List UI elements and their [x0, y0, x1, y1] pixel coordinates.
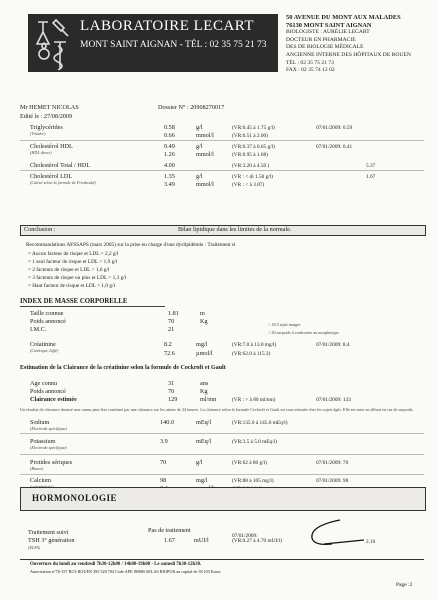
- hormono-title: HORMONOLOGIE: [32, 493, 118, 503]
- result-unit: µmol/l: [196, 350, 213, 357]
- imc-label: I.M.C.: [30, 326, 47, 333]
- address-line: TÉL : 02 35 75 21 73: [286, 59, 334, 66]
- imc-unit: m: [200, 310, 205, 317]
- row-separator: [20, 140, 424, 141]
- result-value: 70: [160, 459, 167, 466]
- clairance-value: 129: [168, 396, 178, 403]
- reference-range: (VR:62 à 80 g/l): [232, 460, 267, 466]
- result-value: 98: [160, 477, 167, 484]
- result-unit: mmol/l: [196, 151, 214, 158]
- address-line: DES DE BIOLOGIE MÉDICALE: [286, 44, 364, 51]
- result-unit: mEq/l: [196, 438, 212, 445]
- reference-range: (VR:62.0 à 115.3): [232, 351, 271, 357]
- result-unit: mg/l: [196, 477, 208, 484]
- result-value: 0.66: [164, 132, 175, 139]
- result-unit: mg/l: [196, 341, 208, 348]
- tsh-ref: (VR:0.27 à 4.70 mUI/l): [232, 538, 282, 544]
- result-label: Créatinine: [30, 341, 56, 348]
- previous-result: 07/01/2009: 0.59: [316, 125, 353, 131]
- result-method: (Biuret): [30, 466, 44, 471]
- reference-range: (VR:3.20 à 4.50 ): [232, 163, 270, 169]
- address-line: 50 AVENUE DU MONT AUX MALADES: [286, 14, 401, 21]
- lab-name: LABORATOIRE LECART: [80, 18, 255, 34]
- previous-result: 07/01/2009: 70: [316, 460, 349, 466]
- imc-value: 70: [168, 318, 175, 325]
- address-line: 76130 MONT SAINT AIGNAN: [286, 21, 372, 29]
- result-value: 3.9: [160, 438, 168, 445]
- footer-rule: [20, 559, 424, 560]
- clairance-value: 70: [168, 388, 175, 395]
- lab-address: [286, 14, 411, 75]
- result-label: Cholestérol Total / HDL: [30, 162, 91, 169]
- result-label: Cholestérol LDL: [30, 173, 73, 180]
- page-number: Page :2: [396, 582, 413, 588]
- clairance-unit: ml/mn: [200, 396, 217, 403]
- reference-range: (VR:0.45 à 1.75 g/l): [232, 125, 275, 131]
- result-value: 1.35: [164, 173, 175, 180]
- result-label: Sodium: [30, 419, 50, 426]
- reco-item: = 2 facteurs de risque et LDL > 1,6 g/l: [28, 267, 110, 273]
- result-value: 140.0: [160, 419, 174, 426]
- previous-result: 07/01/2009: 133: [316, 397, 351, 403]
- result-method: (Electrode spécifique): [30, 445, 67, 450]
- result-value: 3.49: [164, 181, 175, 188]
- tsh-label: TSH 3° génération: [28, 537, 75, 544]
- tsh-prev-value: 2.10: [366, 539, 376, 545]
- result-label: Triglycérides: [30, 124, 63, 131]
- reco-item: = Haut facteur de risque et LDL > 1,0 g/l: [28, 283, 115, 289]
- reco-title: Recommandations AFSSAPS (mars 2005) sur la prise en charge d'une dyslipidémie : Traitement si: [26, 242, 236, 248]
- patient-name: Mr HEMET NICOLAS: [20, 104, 79, 111]
- row-separator: [20, 170, 424, 171]
- clairance-note: Un résultat de clairance abaissé non connu peut être confirmé par une clairance sur les urines de 24 heures. La clairance selon la formule Cockroft et Gault est sous estimée chez les sujets âgés. Elle est mise en défaut en cas de surpoids.: [20, 407, 414, 412]
- address-line: ANCIENNE INTERNE DES HÔPITAUX DE ROUEN: [286, 51, 411, 58]
- previous-result: 07/01/2009: 0.41: [316, 144, 353, 150]
- tsh-unit: mUI/l: [194, 537, 209, 544]
- result-method: (Cinétique Jaffé): [30, 348, 59, 353]
- clairance-unit: Kg: [200, 388, 208, 395]
- reco-item: = 1 seul facteur de risque et LDL > 1,9 g/l: [28, 259, 118, 265]
- reference-range: (VR:7.0 à 13.0 mg/l): [232, 342, 277, 348]
- row-separator: [20, 454, 424, 455]
- imc-unit: Kg: [200, 318, 208, 325]
- result-value: 1.26: [164, 151, 175, 158]
- reference-range: (VR:0.95 à 1.68): [232, 152, 268, 158]
- result-unit: g/l: [196, 143, 203, 150]
- address-line: FAX : 02 35 74 12 02: [286, 67, 335, 74]
- address-line: DOCTEUR EN PHARMACIE: [286, 36, 356, 43]
- result-unit: g/l: [196, 124, 203, 131]
- imc-underline: [20, 306, 165, 307]
- footer-hours: Ouverture du lundi au vendredi 7h30-12h00 / 14h00-19h00 - Le samedi 7h30-12h30.: [30, 562, 202, 567]
- result-unit: mmol/l: [196, 181, 214, 188]
- traitement-label: Traitement suivi: [28, 529, 69, 536]
- imc-value: 1.81: [168, 310, 179, 317]
- clairance-label: Clairance estimée: [30, 396, 77, 403]
- clairance-value: 31: [168, 380, 175, 387]
- imc-note: < 18.5 sujet maigre: [268, 322, 301, 327]
- reference-range: (VR:88 à 105 mg/l): [232, 478, 274, 484]
- reference-range: (VR:0.37 à 0.65 g/l): [232, 144, 275, 150]
- result-label: Calcium: [30, 477, 51, 484]
- clairance-label: Age connu: [30, 380, 57, 387]
- result-value: 0.49: [164, 143, 175, 150]
- reference-range: (VR:3.5 à 5.0 mEq/l): [232, 439, 277, 445]
- edit-date: Edité le : 27/08/2009: [20, 113, 73, 120]
- imc-value: 21: [168, 326, 175, 333]
- result-unit: mEq/l: [196, 419, 212, 426]
- result-method: (Triader): [30, 131, 46, 136]
- row-separator: [20, 433, 424, 434]
- result-method: (Calcul selon la formule de Friedwald): [30, 180, 96, 185]
- previous-result: 5.37: [366, 163, 376, 169]
- result-label: Protides sériques: [30, 459, 73, 466]
- clairance-title: Estimation de la Clairance de la créatinine selon la formule de Cockroft et Gault: [20, 365, 226, 371]
- result-value: 0.58: [164, 124, 175, 131]
- dossier-number: Dossier N° : 20908270017: [158, 104, 225, 111]
- reference-range: (VR:135.0 à 145.0 mEq/l): [232, 420, 288, 426]
- footer-legal: Autorisation n°76-157 RCS ROUEN 395 528 704 Code APE 8690B SELAS BIOPUR au capital de 38 103 Euros: [30, 569, 221, 574]
- address-line: BIOLOGISTE : AURÉLIE LECART: [286, 29, 370, 36]
- imc-label: Taille connue: [30, 310, 64, 317]
- lab-logo-icon: [32, 16, 74, 70]
- result-method: (Electrode spécifique): [30, 426, 67, 431]
- conclusion-label: Conclusion :: [24, 226, 56, 233]
- reference-range: (VR : < à 3.87): [232, 182, 265, 188]
- previous-result: 07/01/2009: 98: [316, 478, 349, 484]
- result-label: Potassium: [30, 438, 56, 445]
- lab-subtitle: MONT SAINT AIGNAN - TÉL : 02 35 75 21 73: [80, 40, 267, 50]
- result-unit: g/l: [196, 173, 203, 180]
- imc-title: INDEX DE MASSE CORPORELLE: [20, 298, 128, 305]
- result-unit: mmol/l: [196, 132, 214, 139]
- result-value: 4.00: [164, 162, 175, 169]
- imc-label: Poids annoncé: [30, 318, 66, 325]
- signature-icon: [300, 518, 370, 550]
- reference-range: (VR : < di 1.50 g/l): [232, 174, 273, 180]
- clairance-label: Poids annoncé: [30, 388, 66, 395]
- result-method: (HDL direct): [30, 150, 52, 155]
- previous-result: 07/01/2009: 8.4: [316, 342, 350, 348]
- result-label: Cholestérol HDL: [30, 143, 73, 150]
- result-value: 8.2: [164, 341, 172, 348]
- row-separator: [20, 474, 424, 475]
- result-unit: g/l: [196, 459, 203, 466]
- reco-item: = 3 facteurs de risque ou plus et LDL > 1,3 g/l: [28, 275, 127, 281]
- reference-range: (VR : > à 80 ml/mn): [232, 397, 276, 403]
- clairance-unit: ans: [200, 380, 209, 387]
- reco-item: = Aucun facteur de risque et LDL > 2,2 g/l: [28, 251, 119, 257]
- tsh-method: (ELFA): [28, 545, 41, 550]
- tsh-prev-date: 07/01/2009:: [232, 533, 258, 539]
- tsh-value: 1.67: [164, 537, 175, 544]
- conclusion-text: Bilan lipidique dans les limites de la normale.: [178, 226, 292, 233]
- traitement-value: Pas de traitement: [148, 527, 191, 534]
- result-value: 72.6: [164, 350, 175, 357]
- imc-note: > 30 surpoids à confronter au morphotype.: [268, 330, 340, 335]
- previous-result: 1.67: [366, 174, 376, 180]
- reference-range: (VR:0.51 à 2.00): [232, 133, 268, 139]
